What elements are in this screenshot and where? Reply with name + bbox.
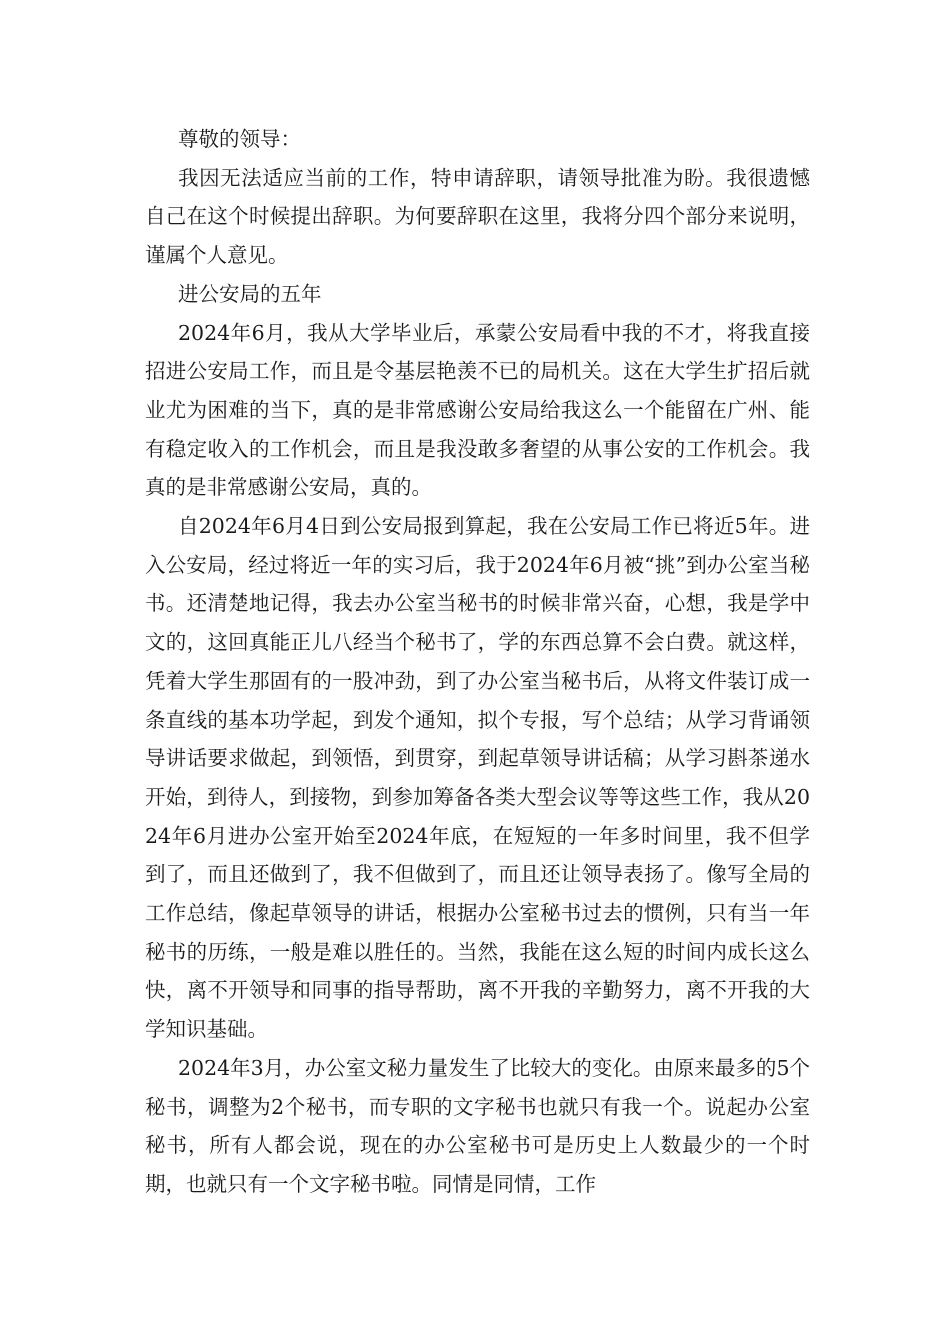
salutation: 尊敬的领导： <box>178 127 301 151</box>
section-heading: 进公安局的五年 <box>178 281 322 306</box>
letter-body <box>145 120 810 1204</box>
paragraph-secretary-work: 自2024年6月4日到公安局报到算起，我在公安局工作已将近5年。进入公安局，经过将近一年的实习后，我于2024年6月被“挑”到办公室当秘书。还清楚地记得，我去办公室当秘书的时候非常兴奋，心想，我是学中文的，这回真能正儿八经当个秘书了，学的东西总算不会白费。就这样，凭着大学生那固有的一股冲劲，到了办公室当秘书后，从将文件装订成一条直线的基本功学起，到发个通知，拟个专报，写个总结；从学习背诵领导讲话要求做起，到领悟，到贯穿，到起草领导讲话稿；从学习斟茶递水开始，到待人，到接物，到参加筹备各类大型会议等等这些工作，我从2024年6月进办公室开始至2024年底，在短短的一年多时间里，我不但学到了，而且还做到了，我不但做到了，而且还让领导表扬了。像写全局的工作总结，像起草领导的讲话，根据办公室秘书过去的惯例，只有当一年秘书的历练，一般是难以胜任的。当然，我能在这么短的时间内成长这么快，离不开领导和同事的指导帮助，离不开我的辛勤努力，离不开我的大学知识基础。 <box>145 514 810 1042</box>
paragraph-intro: 我因无法适应当前的工作，特申请辞职，请领导批准为盼。我很遗憾自己在这个时候提出辞职。为何要辞职在这里，我将分四个部分来说明，谨属个人意见。 <box>145 165 810 268</box>
paragraph-staff-change: 2024年3月，办公室文秘力量发生了比较大的变化。由原来最多的5个秘书，调整为2个秘书，而专职的文字秘书也就只有我一个。说起办公室秘书，所有人都会说，现在的办公室秘书可是历史上人数最少的一个时期，也就只有一个文字秘书啦。同情是同情，工作 <box>145 1055 810 1196</box>
paragraph-graduation: 2024年6月，我从大学毕业后，承蒙公安局看中我的不才，将我直接招进公安局工作，而且是令基层艳羡不已的局机关。这在大学生扩招后就业尤为困难的当下，真的是非常感谢公安局给我这么一个能留在广州、能有稳定收入的工作机会，而且是我没敢多奢望的从事公安的工作机会。我真的是非常感谢公安局，真的。 <box>145 320 810 500</box>
